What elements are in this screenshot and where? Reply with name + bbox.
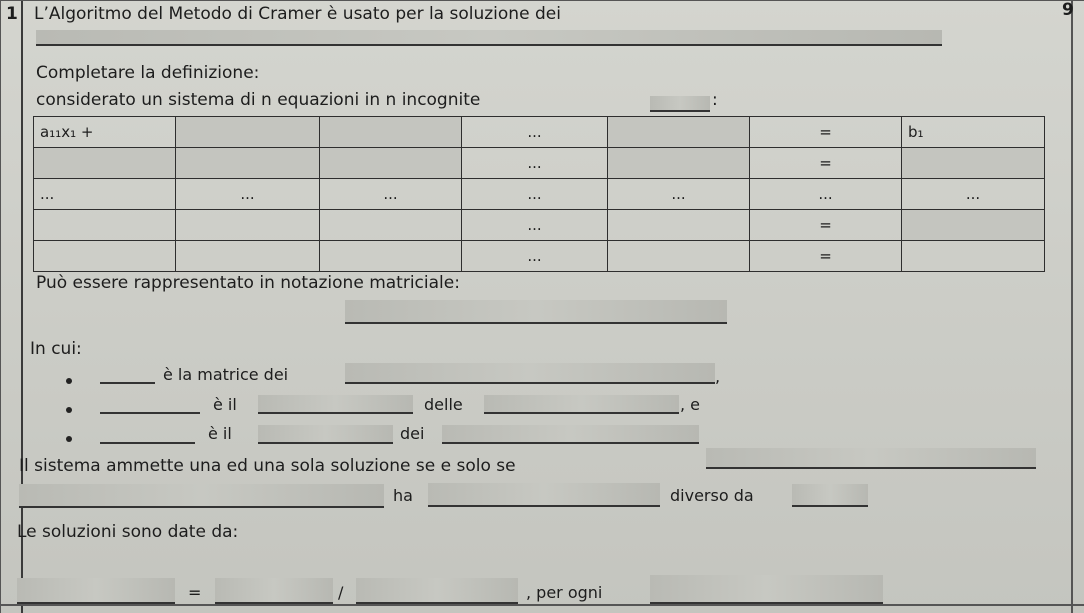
answer-blank-condition-subject[interactable] <box>19 484 384 508</box>
system-intro-colon: : <box>712 90 718 110</box>
table-cell[interactable] <box>176 148 320 179</box>
table-cell: ... <box>462 210 608 241</box>
answer-blank-solution-index[interactable] <box>650 575 883 604</box>
bullet-3-text: è il <box>208 424 232 443</box>
table-cell: b₁ <box>902 117 1045 148</box>
table-cell[interactable] <box>320 241 462 272</box>
box-divider-left <box>0 0 1 613</box>
table-cell[interactable] <box>320 210 462 241</box>
in-cui-label: In cui: <box>30 339 82 359</box>
answer-blank-solution-num[interactable] <box>215 578 333 604</box>
matrix-notation-text: Può essere rappresentato in notazione matriciale: <box>36 273 460 293</box>
answer-blank-b2-symbol[interactable] <box>100 398 200 414</box>
table-cell[interactable] <box>320 148 462 179</box>
answer-blank-b3-of[interactable] <box>442 425 699 444</box>
answer-blank-condition-value[interactable] <box>792 484 868 507</box>
bullet-2-tail: , e <box>680 395 701 414</box>
table-cell: ... <box>608 179 750 210</box>
table-cell[interactable] <box>320 117 462 148</box>
table-cell: a₁₁x₁ + <box>34 117 176 148</box>
table-cell[interactable] <box>176 117 320 148</box>
solution-equals: = <box>188 583 202 602</box>
box-top-border <box>0 0 1084 1</box>
bullet-dot <box>66 436 72 442</box>
bullet-dot <box>66 407 72 413</box>
bullet-1-text: è la matrice dei <box>163 365 289 384</box>
bullet-1-tail: , <box>715 367 721 386</box>
table-cell: = <box>750 117 902 148</box>
answer-blank-matrix-notation[interactable] <box>345 300 727 324</box>
table-row <box>34 210 1045 241</box>
table-row <box>34 241 1045 272</box>
question-number: 1 <box>6 4 18 24</box>
condition-ha: ha <box>393 486 413 505</box>
table-cell[interactable] <box>34 241 176 272</box>
solution-per-ogni: , per ogni <box>526 583 603 602</box>
instructions: Completare la definizione: <box>36 63 260 83</box>
answer-blank-condition-property[interactable] <box>428 483 660 507</box>
answer-blank-b2-of[interactable] <box>484 395 679 414</box>
condition-text: Il sistema ammette una ed una sola soluzione se e solo se <box>19 456 516 476</box>
table-cell[interactable] <box>902 210 1045 241</box>
table-cell: ... <box>462 179 608 210</box>
bullet-dot <box>66 378 72 384</box>
table-cell: = <box>750 148 902 179</box>
answer-blank-b1-desc[interactable] <box>345 363 715 384</box>
table-cell[interactable] <box>34 148 176 179</box>
table-row <box>34 148 1045 179</box>
question-points: 9 <box>1062 0 1074 20</box>
equation-system-table <box>33 116 1045 272</box>
table-cell[interactable] <box>902 241 1045 272</box>
answer-blank-condition[interactable] <box>706 448 1036 469</box>
table-cell: = <box>750 241 902 272</box>
box-right-border <box>1071 0 1073 613</box>
answer-blank-b1-symbol[interactable] <box>100 368 155 384</box>
table-cell: ... <box>176 179 320 210</box>
answer-blank-solution-lhs[interactable] <box>17 578 175 604</box>
bullet-2-text: è il <box>213 395 237 414</box>
bullet-3-dei: dei <box>400 424 425 443</box>
table-cell: ... <box>34 179 176 210</box>
table-cell: ... <box>750 179 902 210</box>
table-cell[interactable] <box>608 117 750 148</box>
answer-blank-b3-what[interactable] <box>258 425 393 444</box>
box-bottom-border <box>0 604 1084 606</box>
table-cell: ... <box>320 179 462 210</box>
table-cell[interactable] <box>902 148 1045 179</box>
question-text: L’Algoritmo del Metodo di Cramer è usato per la soluzione dei <box>34 4 561 24</box>
condition-diverso-da: diverso da <box>670 486 754 505</box>
table-row <box>34 117 1045 148</box>
table-cell[interactable] <box>176 210 320 241</box>
table-row <box>34 179 1045 210</box>
answer-blank-intro[interactable] <box>650 96 710 112</box>
table-cell[interactable] <box>608 148 750 179</box>
answer-blank-b2-what[interactable] <box>258 395 413 414</box>
table-cell: = <box>750 210 902 241</box>
bullet-2-delle: delle <box>424 395 463 414</box>
answer-blank-b3-symbol[interactable] <box>100 428 195 444</box>
table-cell[interactable] <box>608 210 750 241</box>
solution-slash: / <box>338 583 344 602</box>
answer-blank-solution-den[interactable] <box>356 578 518 604</box>
table-cell[interactable] <box>34 210 176 241</box>
table-cell: ... <box>462 241 608 272</box>
table-cell[interactable] <box>176 241 320 272</box>
table-cell: ... <box>462 117 608 148</box>
table-cell[interactable] <box>608 241 750 272</box>
answer-blank-question[interactable] <box>36 30 942 46</box>
system-intro: considerato un sistema di n equazioni in n incognite <box>36 90 481 110</box>
solutions-text: Le soluzioni sono date da: <box>17 522 239 542</box>
table-cell: ... <box>902 179 1045 210</box>
table-cell: ... <box>462 148 608 179</box>
